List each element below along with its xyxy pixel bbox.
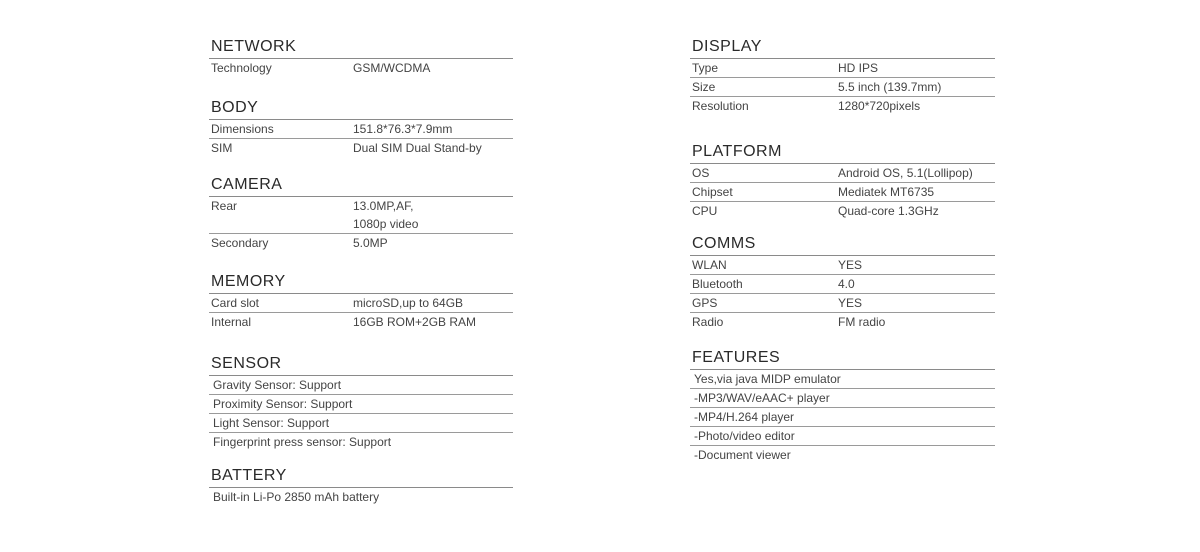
section-title: SENSOR <box>209 353 513 376</box>
spec-row-sim <box>209 139 513 157</box>
section-title: NETWORK <box>209 36 513 59</box>
spec-value <box>353 197 418 233</box>
spec-value-line: YES <box>838 258 863 272</box>
spec-value <box>353 313 476 331</box>
spec-value <box>838 78 941 96</box>
spec-row-os <box>690 164 995 183</box>
spec-value-line: 16GB ROM+2GB RAM <box>353 315 477 329</box>
spec-row-dimensions <box>209 120 513 139</box>
spec-value <box>353 59 430 77</box>
spec-value <box>838 97 920 115</box>
section-title: COMMS <box>690 233 995 256</box>
spec-value-line: microSD,up to 64GB <box>353 296 464 310</box>
section-body <box>209 97 513 157</box>
section-platform <box>690 141 995 220</box>
spec-value <box>353 234 388 252</box>
spec-value-line: 4.0 <box>838 277 855 291</box>
spec-row-internal <box>209 313 513 331</box>
section-battery <box>209 465 513 506</box>
spec-value <box>838 59 878 77</box>
spec-label: WLAN <box>692 258 727 272</box>
spec-value-line: GSM/WCDMA <box>353 61 431 75</box>
spec-row-gps <box>690 294 995 313</box>
spec-label: OS <box>692 166 710 180</box>
spec-label: Rear <box>211 199 238 213</box>
spec-value-line: FM radio <box>838 315 886 329</box>
spec-label: GPS <box>692 296 718 310</box>
section-title: PLATFORM <box>690 141 995 164</box>
spec-value-line: YES <box>838 296 863 310</box>
section-title: FEATURES <box>690 347 995 370</box>
spec-value <box>353 139 482 157</box>
feature-item: Yes,via java MIDP emulator <box>690 370 995 389</box>
spec-label: Type <box>692 61 719 75</box>
spec-row-size <box>690 78 995 97</box>
feature-item: -MP3/WAV/eAAC+ player <box>690 389 995 408</box>
spec-row-chipset <box>690 183 995 202</box>
spec-value-line: HD IPS <box>838 61 879 75</box>
feature-item: Fingerprint press sensor: Support <box>213 435 392 449</box>
feature-item: -MP4/H.264 player <box>690 408 995 427</box>
spec-row-type <box>690 59 995 78</box>
spec-value-line: Dual SIM Dual Stand-by <box>353 141 482 155</box>
spec-label: Size <box>692 80 716 94</box>
spec-row-technology <box>209 59 513 77</box>
section-title: DISPLAY <box>690 36 995 59</box>
section-title: BATTERY <box>209 465 513 488</box>
section-sensor <box>209 353 513 451</box>
section-title: BODY <box>209 97 513 120</box>
spec-value-line: 151.8*76.3*7.9mm <box>353 122 453 136</box>
spec-value <box>838 294 862 312</box>
spec-value-line: Android OS, 5.1(Lollipop) <box>838 166 973 180</box>
section-display <box>690 36 995 115</box>
spec-row-resolution <box>690 97 995 115</box>
spec-row-bluetooth <box>690 275 995 294</box>
section-title: MEMORY <box>209 271 513 294</box>
feature-item: Light Sensor: Support <box>209 414 513 433</box>
feature-item: Proximity Sensor: Support <box>209 395 513 414</box>
feature-item: Built-in Li-Po 2850 mAh battery <box>213 490 380 504</box>
spec-label: Internal <box>211 315 252 329</box>
spec-value-line: Quad-core 1.3GHz <box>838 204 939 218</box>
spec-value-line: 1080p video <box>353 217 419 231</box>
spec-row-cpu <box>690 202 995 220</box>
spec-row-radio <box>690 313 995 331</box>
spec-value-line: 5.5 inch (139.7mm) <box>838 80 942 94</box>
spec-row-secondary <box>209 234 513 252</box>
spec-label: Card slot <box>211 296 260 310</box>
section-memory <box>209 271 513 331</box>
spec-label: Dimensions <box>211 122 274 136</box>
spec-label: Technology <box>211 61 272 75</box>
feature-item: -Document viewer <box>694 448 791 462</box>
section-comms <box>690 233 995 331</box>
section-network <box>209 36 513 77</box>
feature-item: Gravity Sensor: Support <box>209 376 513 395</box>
section-title: CAMERA <box>209 174 513 197</box>
spec-value <box>838 202 939 220</box>
spec-label: SIM <box>211 141 233 155</box>
spec-value <box>353 294 463 312</box>
spec-value-line: Mediatek MT6735 <box>838 185 935 199</box>
spec-row-wlan <box>690 256 995 275</box>
spec-value <box>838 313 885 331</box>
spec-value <box>838 275 855 293</box>
feature-item: -Photo/video editor <box>690 427 995 446</box>
spec-value <box>353 120 452 138</box>
spec-value <box>838 164 973 182</box>
spec-value-line: 1280*720pixels <box>838 99 921 113</box>
section-camera <box>209 174 513 252</box>
spec-value-line: 5.0MP <box>353 236 388 250</box>
spec-label: CPU <box>692 204 718 218</box>
spec-label: Secondary <box>211 236 269 250</box>
spec-row-rear <box>209 197 513 234</box>
spec-label: Chipset <box>692 185 733 199</box>
spec-label: Radio <box>692 315 724 329</box>
spec-label: Resolution <box>692 99 749 113</box>
spec-row-card-slot <box>209 294 513 313</box>
spec-label: Bluetooth <box>692 277 743 291</box>
section-features <box>690 347 995 464</box>
spec-value <box>838 183 934 201</box>
spec-value-line: 13.0MP,AF, <box>353 199 414 213</box>
spec-value <box>838 256 862 274</box>
